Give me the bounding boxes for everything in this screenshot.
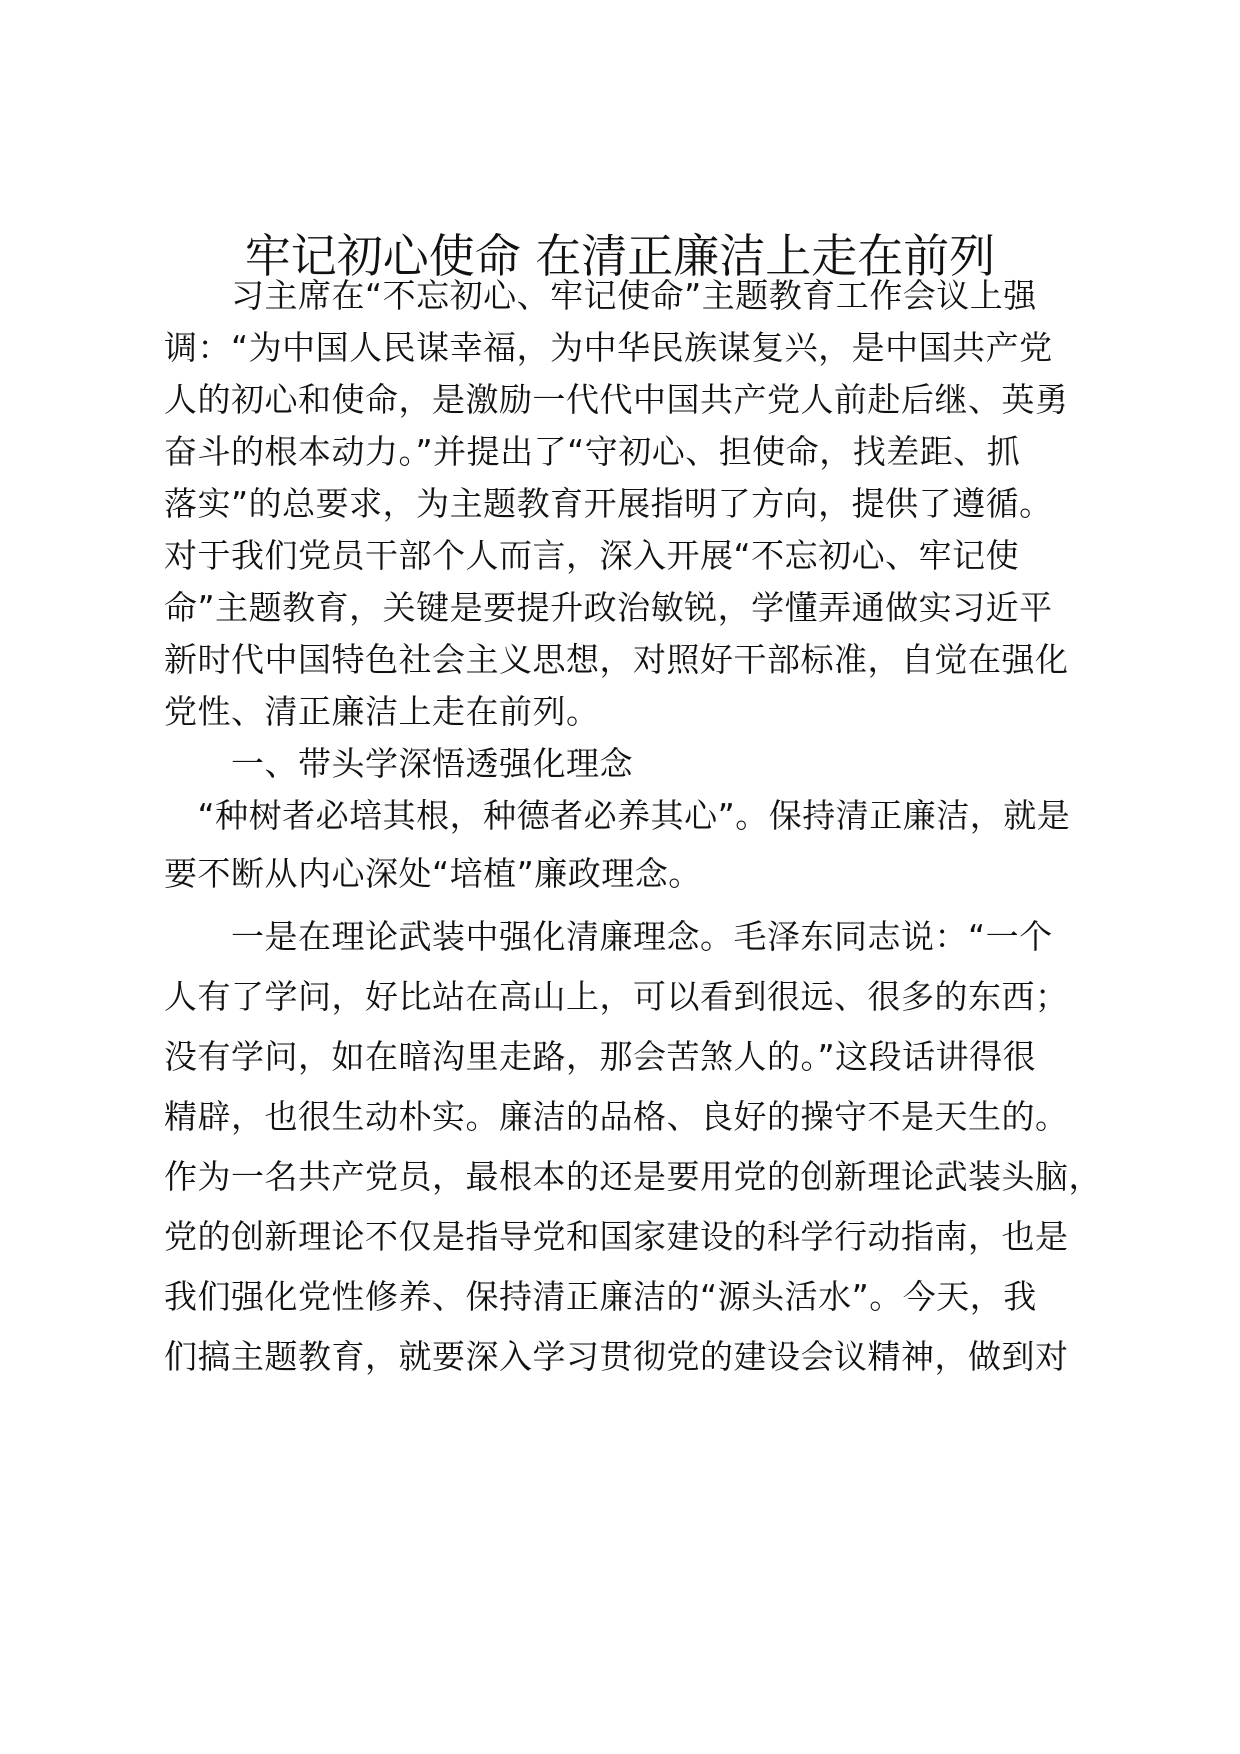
paragraph-line: 习主席在“不忘初心、牢记使命”主题教育工作会议上强 [164, 276, 1037, 315]
paragraph-line: 党性、清正廉洁上走在前列。 [164, 692, 600, 731]
paragraph-line: 我们强化党性修养、保持清正廉洁的“源头活水”。今天，我 [164, 1277, 1037, 1316]
paragraph-line: 奋斗的根本动力。”并提出了“守初心、担使命，找差距、抓 [164, 432, 1021, 471]
paragraph-line: 没有学问，如在暗沟里走路，那会苦煞人的。”这段话讲得很 [164, 1037, 1037, 1076]
paragraph-line: 落实”的总要求，为主题教育开展指明了方向，提供了遵循。 [164, 484, 1053, 523]
paragraph-line: 们搞主题教育，就要深入学习贯彻党的建设会议精神，做到对 [164, 1337, 1069, 1376]
section-heading: 一、带头学深悟透强化理念 [164, 744, 633, 783]
paragraph-line: 作为一名共产党员，最根本的还是要用党的创新理论武装头脑， [164, 1157, 1102, 1196]
paragraph-line: 命”主题教育，关键是要提升政治敏锐，学懂弄通做实习近平 [164, 588, 1053, 627]
paragraph-line: 党的创新理论不仅是指导党和国家建设的科学行动指南，也是 [164, 1217, 1069, 1256]
paragraph-line: 一是在理论武装中强化清廉理念。毛泽东同志说：“一个 [164, 917, 1053, 956]
paragraph-line: 人的初心和使命，是激励一代代中国共产党人前赴后继、英勇 [164, 380, 1069, 419]
paragraph-line: 人有了学问，好比站在高山上，可以看到很远、很多的东西； [164, 977, 1069, 1016]
paragraph-line: 对于我们党员干部个人而言，深入开展“不忘初心、牢记使 [164, 536, 1020, 575]
paragraph-line: “种树者必培其根，种德者必养其心”。保持清正廉洁，就是 [164, 796, 1071, 835]
document-title: 牢记初心使命 在清正廉洁上走在前列 [244, 229, 996, 283]
paragraph-line: 精辟，也很生动朴实。廉洁的品格、良好的操守不是天生的。 [164, 1097, 1069, 1136]
paragraph-line: 新时代中国特色社会主义思想，对照好干部标准，自觉在强化 [164, 640, 1069, 679]
paragraph-line: 调：“为中国人民谋幸福，为中华民族谋复兴，是中国共产党 [164, 328, 1053, 367]
paragraph-line: 要不断从内心深处“培植”廉政理念。 [164, 854, 702, 893]
